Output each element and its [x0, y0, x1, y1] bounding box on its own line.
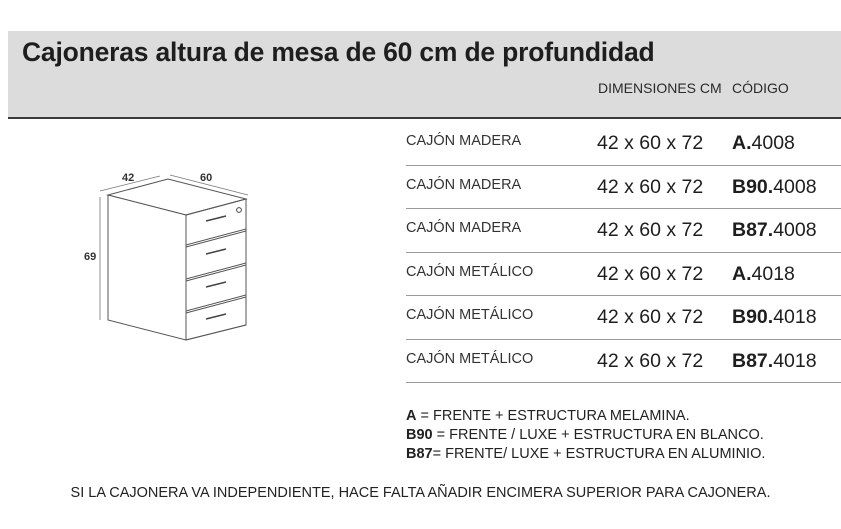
product-code: B90.4008: [732, 175, 817, 198]
legend-notes: [406, 407, 765, 464]
product-table: [406, 122, 841, 383]
column-header-dimensions: DIMENSIONES CM: [598, 80, 722, 96]
note-line: B90 = FRENTE / LUXE + ESTRUCTURA EN BLANCO.: [406, 427, 764, 443]
product-name: CAJÓN METÁLICO: [406, 307, 534, 323]
page-title: Cajoneras altura de mesa de 60 cm de profundidad: [22, 37, 655, 67]
column-header-code: CÓDIGO: [732, 80, 789, 96]
product-name: CAJÓN METÁLICO: [406, 263, 534, 280]
product-name: CAJÓN MADERA: [406, 220, 522, 236]
product-name: CAJÓN MADERA: [406, 133, 522, 149]
product-dimensions: 42 x 60 x 72: [597, 175, 704, 198]
height-label: 69: [84, 251, 97, 263]
product-code: B90.4018: [732, 306, 817, 328]
table-row: [406, 340, 841, 384]
depth-label: 60: [200, 172, 213, 184]
note-line: B87= FRENTE/ LUXE + ESTRUCTURA EN ALUMINIO.: [406, 446, 766, 462]
title-bar: [8, 31, 841, 119]
product-code: B87.4008: [732, 219, 817, 241]
product-code: A.4008: [732, 132, 795, 154]
drawer-unit-illustration: [78, 165, 258, 355]
table-row: [406, 166, 841, 210]
product-name: CAJÓN MADERA: [406, 176, 522, 193]
note-line: A = FRENTE + ESTRUCTURA MELAMINA.: [406, 408, 690, 424]
product-code: B87.4018: [732, 349, 817, 372]
width-label: 42: [122, 172, 135, 184]
product-dimensions: 42 x 60 x 72: [597, 262, 704, 285]
product-dimensions: 42 x 60 x 72: [597, 219, 704, 241]
drawer-unit-drawing: [78, 165, 258, 350]
product-dimensions: 42 x 60 x 72: [597, 306, 704, 328]
table-row: [406, 253, 841, 297]
table-row: [406, 209, 841, 253]
product-dimensions: 42 x 60 x 72: [597, 349, 704, 372]
product-dimensions: 42 x 60 x 72: [597, 132, 704, 154]
product-name: CAJÓN METÁLICO: [406, 350, 534, 367]
table-row: [406, 122, 841, 166]
footer-note: SI LA CAJONERA VA INDEPENDIENTE, HACE FALTA AÑADIR ENCIMERA SUPERIOR PARA CAJONERA.: [70, 485, 771, 501]
table-row: [406, 296, 841, 340]
product-code: A.4018: [732, 262, 795, 285]
